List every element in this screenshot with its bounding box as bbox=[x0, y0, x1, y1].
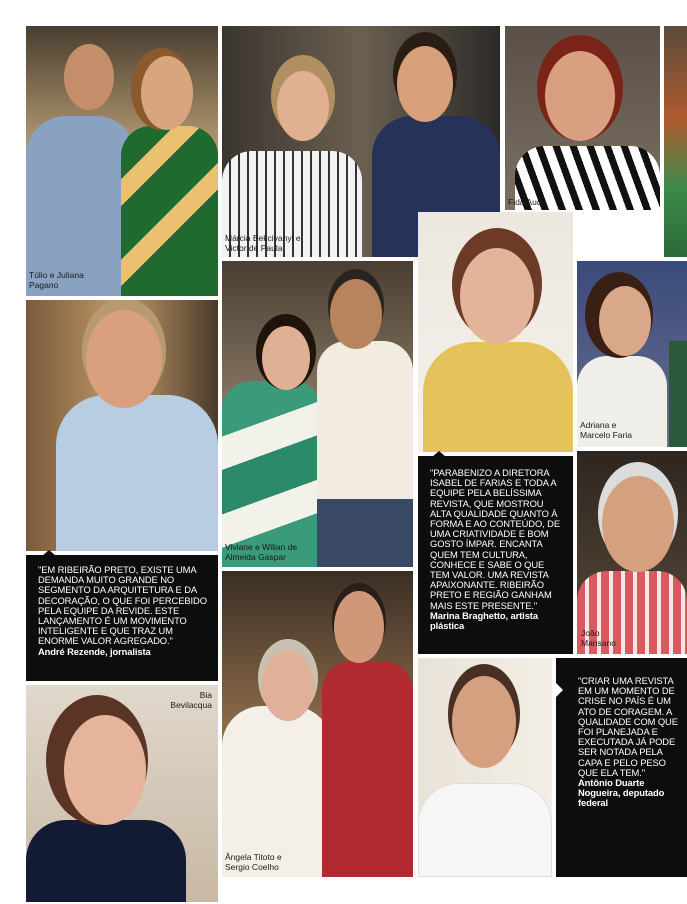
quote-author: André Rezende, jornalista bbox=[38, 645, 151, 657]
photo-angela-sergio bbox=[222, 571, 413, 877]
caption-viviane-wilian: Viviane e Wilian de Almeida Gaspar bbox=[225, 542, 298, 562]
photo-edge-strip bbox=[664, 26, 687, 257]
caption-adriana-marcelo: Adriana e Marcelo Faria bbox=[580, 420, 632, 440]
caption-joao-mansano: João Mansano bbox=[581, 628, 616, 648]
photo-andre-rezende bbox=[26, 300, 218, 551]
caption-marcia-victor: Márcia Bekcivanyi e Victor de Paula bbox=[225, 233, 301, 253]
quote-antonio-duarte-nogueira bbox=[556, 658, 687, 877]
photo-fida-aude bbox=[505, 26, 660, 210]
quote-pointer bbox=[42, 550, 56, 556]
caption-fida-aude: Fida Aude bbox=[508, 197, 547, 207]
quote-andre-rezende bbox=[26, 555, 218, 681]
photo-adriana-marcelo bbox=[577, 261, 687, 447]
photo-bia-bevilacqua bbox=[26, 685, 218, 902]
quote-text: "PARABENIZO A DIRETORA ISABEL DE FARIAS E TODA A EQUIPE PELA BELÍSSIMA REVISTA, QUE MOSTROU ALTA QUALIDADE QUANTO À FORMA E AO CONTEÚDO, DE UMA CRIATIVIDADE E BOM GOSTO ÍMPAR. ENCANTA QUEM TEM CULTURA, CONHECE E SABE O QUE TEM VALOR. UMA REVISTA APAIXONANTE. RIBEIRÃO PRETO E REGIÃO GANHAM MAIS ESTE PRESENTE." bbox=[430, 467, 561, 611]
quote-text: "CRIAR UMA REVISTA EM UM MOMENTO DE CRISE NO PAÍS É UM ATO DE CORAGEM. A QUALIDADE COM QUE FOI PLANEJADA E EXECUTADA JÁ PODE SER NOTADA PELA CAPA E PELO PESO QUE ELA TEM." bbox=[578, 675, 678, 778]
quote-author: Antônio Duarte Nogueira, deputado federal bbox=[578, 777, 665, 809]
photo-tulio-juliana bbox=[26, 26, 218, 296]
caption-angela-sergio: Ângela Titoto e Sergio Coelho bbox=[225, 852, 282, 872]
quote-pointer bbox=[432, 451, 446, 457]
caption-bia-bevilacqua: Bia Bevilacqua bbox=[170, 690, 212, 710]
quote-author: Marina Braghetto, artista plástica bbox=[430, 609, 538, 632]
quote-text: "EM RIBEIRÃO PRETO, EXISTE UMA DEMANDA MUITO GRANDE NO SEGMENTO DA ARQUITETURA E DA DECORAÇÃO, O QUE FOI PERCEBIDO PELA EQUIPE DA REVIDE. ESTE LANÇAMENTO É UM MOVIMENTO INTELIGENTE E QUE TRAZ UM ENORME VALOR AGREGADO." bbox=[38, 564, 207, 647]
quote-marina-braghetto bbox=[418, 456, 573, 654]
photo-joao-mansano bbox=[577, 451, 687, 654]
photo-marina-braghetto bbox=[418, 212, 573, 452]
photo-viviane-wilian bbox=[222, 261, 413, 567]
quote-pointer bbox=[556, 683, 563, 697]
caption-tulio-juliana: Túlio e Juliana Pagano bbox=[29, 270, 84, 290]
photo-antonio-duarte-nogueira bbox=[418, 658, 552, 877]
